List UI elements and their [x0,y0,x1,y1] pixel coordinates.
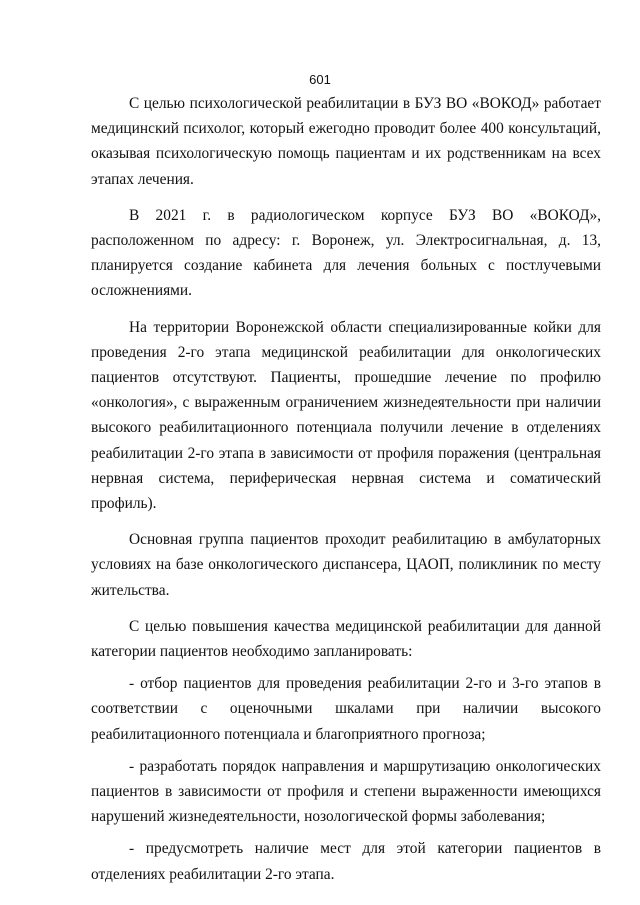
paragraph-quality-improvement: С целью повышения качества медицинской реабилитации для данной категории пациентов необходимо запланировать: [91,617,601,661]
paragraph-psychological-rehabilitation: С целью психологической реабилитации в БУЗ ВО «ВОКОД» работает медицинский психолог, который ежегодно проводит более 400 консультаций, оказывая психологическую помощь пациентам и их родственникам на всех этапах лечения. [91,95,601,188]
body-text [91,91,601,887]
list-item-bed-provision: - предусмотреть наличие мест для этой категории пациентов в отделениях реабилитации 2-го этапа. [91,840,601,883]
paragraph-outpatient-rehabilitation: Основная группа пациентов проходит реабилитацию в амбулаторных условиях на базе онкологического диспансера, ЦАОП, поликлиник по месту жительства. [91,531,601,599]
list-item-referral-routing: - разработать порядок направления и маршрутизацию онкологических пациентов в зависимости от профиля и степени выраженности имеющихся нарушений жизнедеятельности, нозологической формы заболевания; [91,757,601,826]
paragraph-radiology-building: В 2021 г. в радиологическом корпусе БУЗ ВО «ВОКОД», расположенном по адресу: г. Воронеж, ул. Электросигнальная, д. 13, планируется создание кабинета для лечения больных с постлучевыми осложнениями. [91,206,601,300]
page-number: 601 [309,72,331,87]
paragraph-specialized-beds: На территории Воронежской области специализированные койки для проведения 2-го этапа медицинской реабилитации для онкологических пациентов отсутствуют. Пациенты, прошедшие лечение по профилю «онкология», с выраженным ограничением жизнедеятельности при наличии высокого реабилитационного потенциала получили лечение в отделениях реабилитации 2-го этапа в зависимости от профиля поражения (центральная нервная система, периферическая нервная система и соматический профиль). [91,318,601,513]
list-item-patient-selection: - отбор пациентов для проведения реабилитации 2-го и 3-го этапов в соответствии с оценочными шкалами при наличии высокого реабилитационного потенциала и благоприятного прогноза; [91,675,601,743]
